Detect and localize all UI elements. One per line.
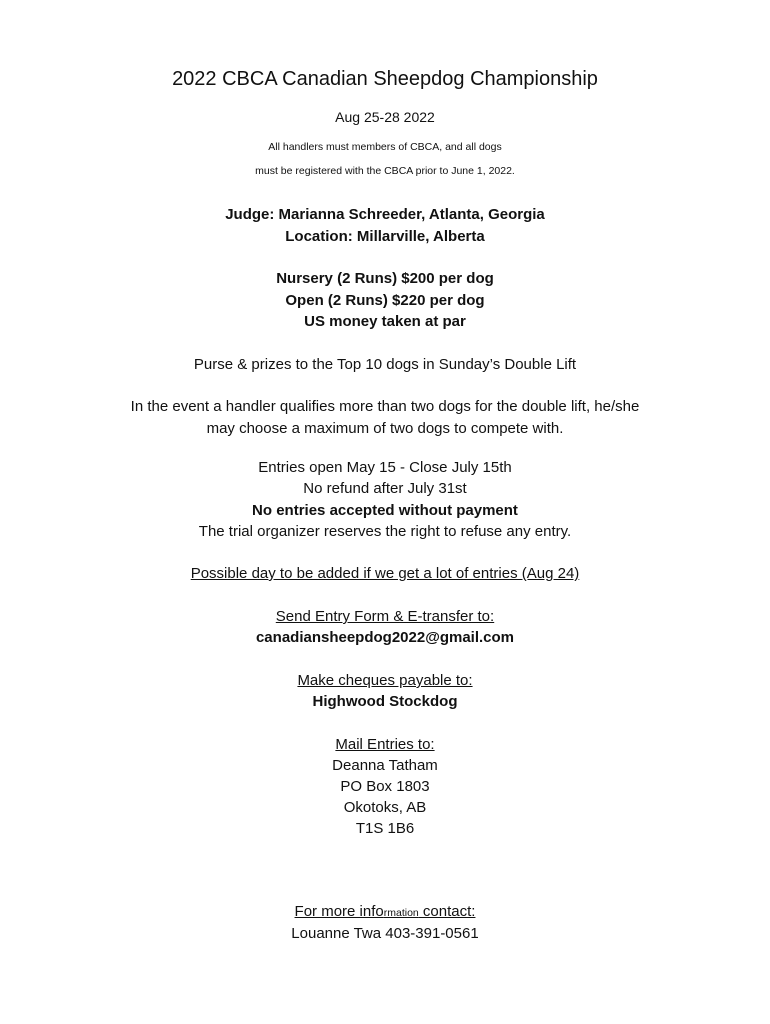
flyer-title: 2022 CBCA Canadian Sheepdog Championship	[172, 68, 598, 90]
handler-rule-line-2: may choose a maximum of two dogs to compete with.	[206, 420, 564, 437]
send-entry-label: Send Entry Form & E-transfer to:	[275, 608, 495, 625]
refuse-entry-line: The trial organizer reserves the right to refuse any entry.	[198, 523, 572, 540]
handler-rule-line-1: In the event a handler qualifies more than two dogs for the double lift, he/she	[130, 398, 640, 415]
location-line: Location: Millarville, Alberta	[285, 228, 485, 245]
info-contact: Louanne Twa 403-391-0561	[291, 925, 479, 942]
no-refund-line: No refund after July 31st	[303, 480, 467, 497]
event-dates: Aug 25-28 2022	[335, 109, 435, 125]
more-info-label: For more information contact:	[294, 903, 476, 920]
membership-note-line-2: must be registered with the CBCA prior to June 1, 2022.	[255, 165, 515, 177]
possible-day-note: Possible day to be added if we get a lot of entries (Aug 24)	[190, 565, 580, 582]
mail-name: Deanna Tatham	[332, 757, 438, 774]
membership-note-line-1: All handlers must members of CBCA, and all dogs	[268, 141, 502, 153]
mail-po-box: PO Box 1803	[340, 778, 430, 795]
us-money-note: US money taken at par	[304, 313, 466, 330]
mail-entries-label: Mail Entries to:	[335, 736, 435, 753]
mail-postal-code: T1S 1B6	[355, 820, 415, 837]
cheques-payee: Highwood Stockdog	[312, 693, 458, 710]
entries-open-close: Entries open May 15 - Close July 15th	[258, 459, 512, 476]
entry-email: canadiansheepdog2022@gmail.com	[255, 629, 515, 646]
purse-line: Purse & prizes to the Top 10 dogs in Sunday’s Double Lift	[193, 356, 577, 373]
no-payment-line: No entries accepted without payment	[252, 502, 518, 519]
open-fee: Open (2 Runs) $220 per dog	[285, 292, 485, 309]
judge-line: Judge: Marianna Schreeder, Atlanta, Georgia	[225, 206, 545, 223]
nursery-fee: Nursery (2 Runs) $200 per dog	[276, 270, 494, 287]
cheques-label: Make cheques payable to:	[297, 672, 473, 689]
mail-city: Okotoks, AB	[343, 799, 427, 816]
